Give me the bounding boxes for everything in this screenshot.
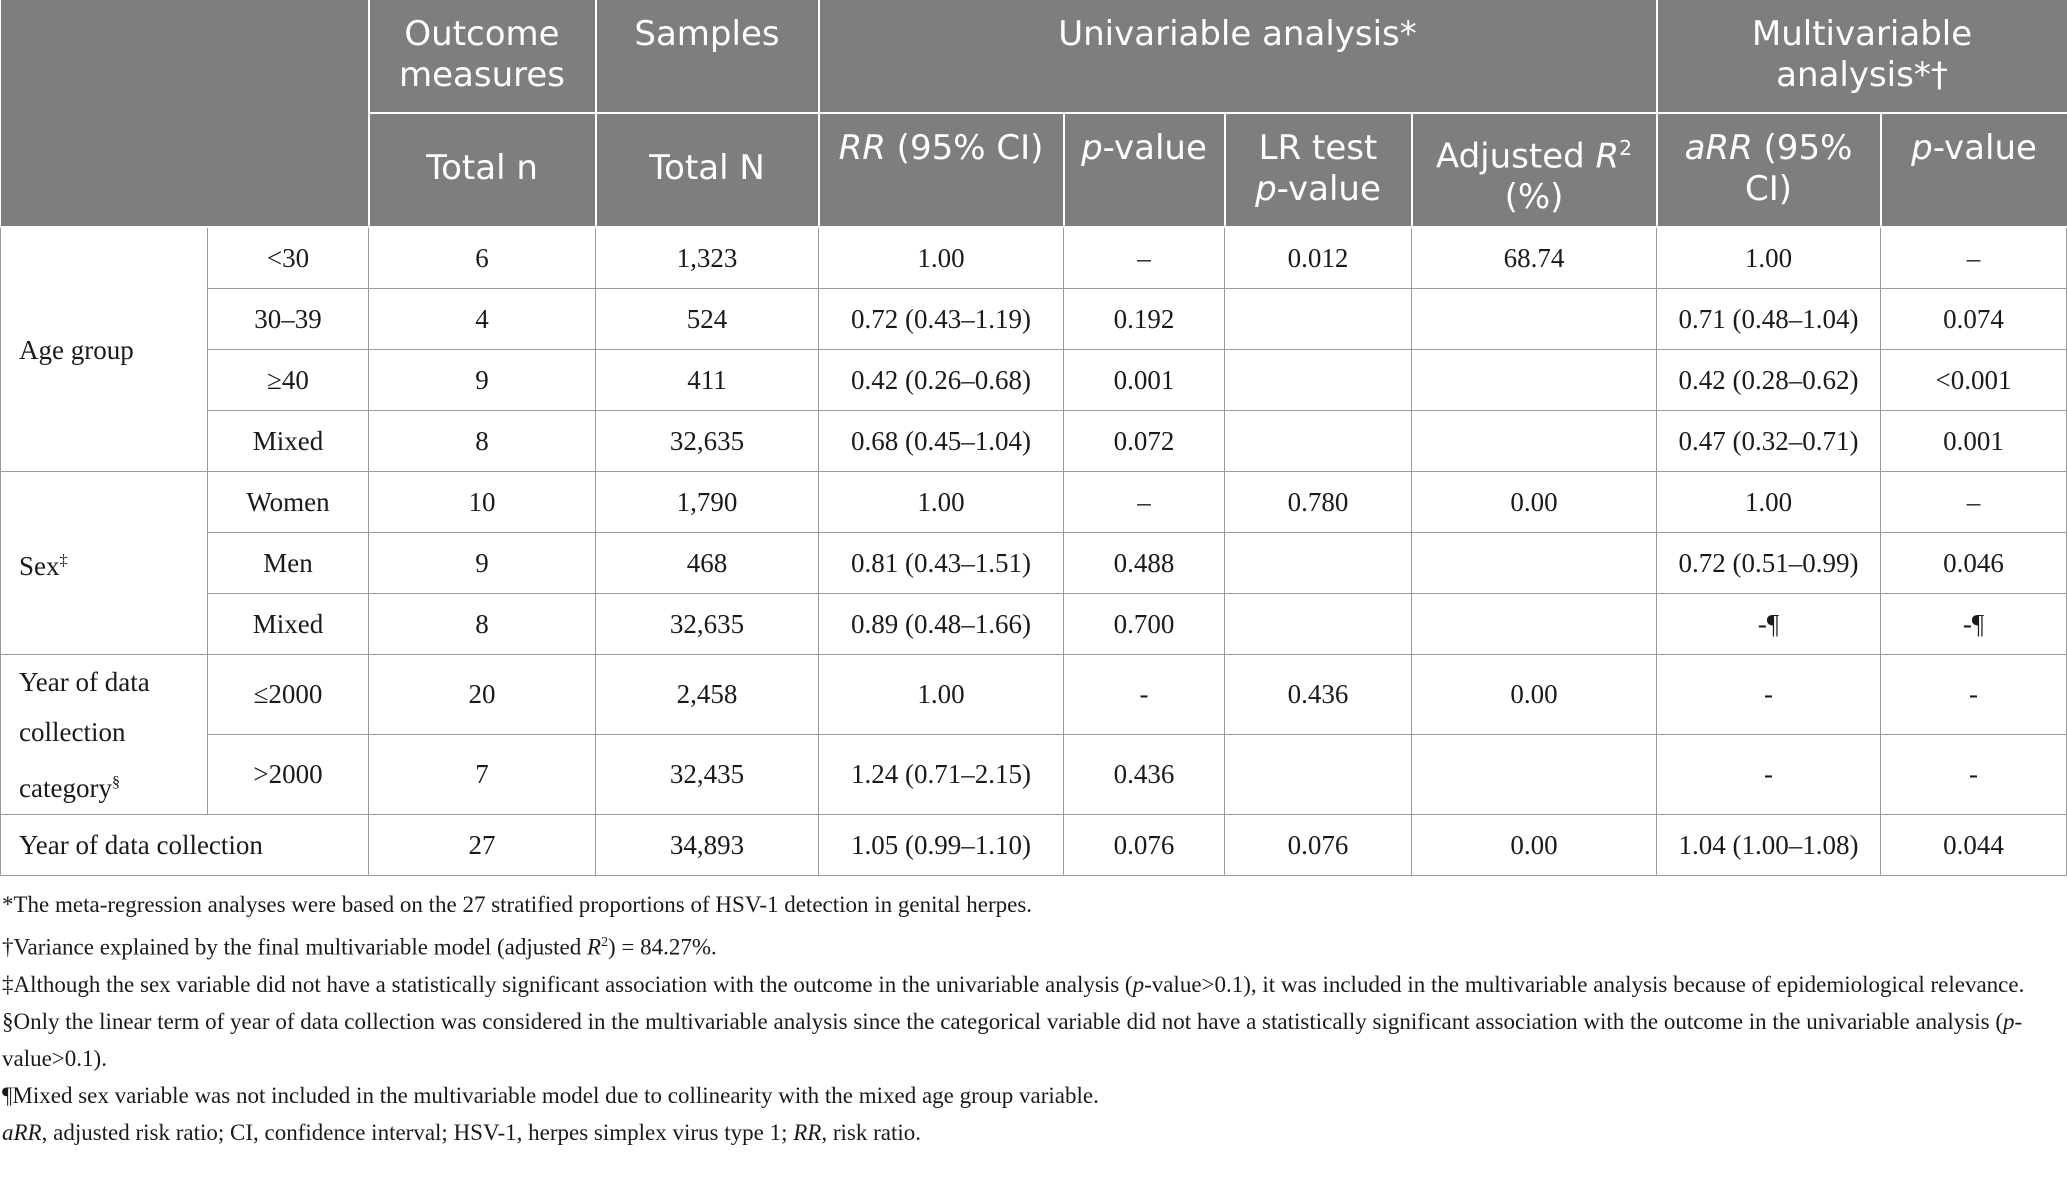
cell-adj — [1412, 533, 1657, 594]
cell-n: 9 — [369, 350, 596, 411]
cell-arr: 0.71 (0.48–1.04) — [1657, 289, 1881, 350]
cell-p: – — [1064, 227, 1225, 289]
cell-adj — [1412, 735, 1657, 815]
table-row — [1, 350, 2067, 411]
cell-arr: 0.72 (0.51–0.99) — [1657, 533, 1881, 594]
cell-adj — [1412, 594, 1657, 655]
table-row — [1, 655, 2067, 735]
cell-lr: 0.780 — [1225, 472, 1412, 533]
cell-N: 32,635 — [596, 594, 819, 655]
cell-N: 468 — [596, 533, 819, 594]
header-total-N: Total N — [596, 113, 819, 227]
cell-p: 0.436 — [1064, 735, 1225, 815]
cell-arr: 0.42 (0.28–0.62) — [1657, 350, 1881, 411]
cell-n: 27 — [369, 815, 596, 876]
cell-lr — [1225, 735, 1412, 815]
cell-N: 1,323 — [596, 227, 819, 289]
cell-p: 0.192 — [1064, 289, 1225, 350]
cell-adj — [1412, 350, 1657, 411]
cell-N: 2,458 — [596, 655, 819, 735]
cell-ap: - — [1881, 655, 2067, 735]
cell-adj: 0.00 — [1412, 815, 1657, 876]
cell-arr: 1.04 (1.00–1.08) — [1657, 815, 1881, 876]
cell-rr: 0.89 (0.48–1.66) — [819, 594, 1064, 655]
cell-n: 6 — [369, 227, 596, 289]
cell-lr — [1225, 594, 1412, 655]
group-age: Age group — [1, 227, 208, 472]
table-row — [1, 594, 2067, 655]
cell-p: - — [1064, 655, 1225, 735]
cell-rr: 1.24 (0.71–2.15) — [819, 735, 1064, 815]
cell-n: 20 — [369, 655, 596, 735]
cell-category: Mixed — [208, 594, 369, 655]
cell-arr: - — [1657, 655, 1881, 735]
cell-N: 524 — [596, 289, 819, 350]
cell-rr: 1.00 — [819, 472, 1064, 533]
cell-N: 411 — [596, 350, 819, 411]
cell-lr: 0.012 — [1225, 227, 1412, 289]
cell-ap: – — [1881, 227, 2067, 289]
header-blank — [1, 0, 369, 227]
cell-arr: -¶ — [1657, 594, 1881, 655]
cell-ap: 0.074 — [1881, 289, 2067, 350]
cell-lr: 0.076 — [1225, 815, 1412, 876]
group-year-category: Year of data collection category§ — [1, 655, 208, 815]
header-adjusted-r2: Adjusted $R^2$ (%) — [1412, 113, 1657, 227]
cell-rr: 0.42 (0.26–0.68) — [819, 350, 1064, 411]
cell-adj: 68.74 — [1412, 227, 1657, 289]
cell-rr: 1.00 — [819, 655, 1064, 735]
header-samples: Samples — [596, 0, 819, 113]
cell-p: 0.700 — [1064, 594, 1225, 655]
cell-rr: 0.68 (0.45–1.04) — [819, 411, 1064, 472]
cell-arr: - — [1657, 735, 1881, 815]
cell-category: <30 — [208, 227, 369, 289]
cell-n: 7 — [369, 735, 596, 815]
cell-lr — [1225, 289, 1412, 350]
cell-ap: <0.001 — [1881, 350, 2067, 411]
cell-category: ≤2000 — [208, 655, 369, 735]
cell-p: – — [1064, 472, 1225, 533]
header-multivariable: Multivariable analysis*† — [1657, 0, 2067, 113]
header-row-1 — [1, 0, 2067, 113]
cell-arr: 1.00 — [1657, 472, 1881, 533]
cell-category: Men — [208, 533, 369, 594]
table-row — [1, 411, 2067, 472]
cell-p: 0.076 — [1064, 815, 1225, 876]
cell-N: 32,435 — [596, 735, 819, 815]
table-row — [1, 815, 2067, 876]
cell-rr: 0.81 (0.43–1.51) — [819, 533, 1064, 594]
table-row — [1, 735, 2067, 815]
cell-adj: 0.00 — [1412, 472, 1657, 533]
cell-N: 34,893 — [596, 815, 819, 876]
cell-ap: 0.001 — [1881, 411, 2067, 472]
footnote-abbreviations: aRR, adjusted risk ratio; CI, confidence interval; HSV-1, herpes simplex virus type 1; RR, risk ratio. — [2, 1119, 921, 1145]
cell-adj — [1412, 289, 1657, 350]
cell-category: ≥40 — [208, 350, 369, 411]
table-row — [1, 289, 2067, 350]
cell-lr: 0.436 — [1225, 655, 1412, 735]
footnote-3: ‡Although the sex variable did not have a statistically significant association with the outcome in the univariable analysis (p-value>0.1), it was included in the multivariable analysis because of epidemiological relevance. — [2, 971, 2025, 997]
cell-lr — [1225, 411, 1412, 472]
header-univariable: Univariable analysis* — [819, 0, 1657, 113]
footnotes — [0, 876, 2066, 1151]
table-row — [1, 227, 2067, 289]
cell-n: 10 — [369, 472, 596, 533]
cell-ap: -¶ — [1881, 594, 2067, 655]
cell-ap: – — [1881, 472, 2067, 533]
cell-arr: 0.47 (0.32–0.71) — [1657, 411, 1881, 472]
table-row — [1, 533, 2067, 594]
header-p-value: p-value — [1064, 113, 1225, 227]
cell-n: 8 — [369, 594, 596, 655]
cell-p: 0.001 — [1064, 350, 1225, 411]
cell-adj: 0.00 — [1412, 655, 1657, 735]
cell-category: >2000 — [208, 735, 369, 815]
footnote-1: *The meta-regression analyses were based on the 27 stratified proportions of HSV-1 detection in genital herpes. — [2, 892, 1033, 918]
cell-ap: - — [1881, 735, 2067, 815]
cell-p: 0.072 — [1064, 411, 1225, 472]
table-row — [1, 472, 2067, 533]
cell-category: 30–39 — [208, 289, 369, 350]
footnote-4: §Only the linear term of year of data collection was considered in the multivariable analysis since the categorical variable did not have a statistically significant association with the outcome in the univariable analysis (p-value>0.1). — [2, 1008, 2023, 1071]
header-rr: RR (95% CI) — [819, 113, 1064, 227]
cell-lr — [1225, 350, 1412, 411]
group-sex: Sex‡ — [1, 472, 208, 655]
cell-ap: 0.044 — [1881, 815, 2067, 876]
header-arr: aRR (95% CI) — [1657, 113, 1881, 227]
cell-adj — [1412, 411, 1657, 472]
cell-ap: 0.046 — [1881, 533, 2067, 594]
cell-n: 9 — [369, 533, 596, 594]
cell-lr — [1225, 533, 1412, 594]
header-total-n: Total n — [369, 113, 596, 227]
cell-n: 4 — [369, 289, 596, 350]
cell-p: 0.488 — [1064, 533, 1225, 594]
cell-rr: 1.05 (0.99–1.10) — [819, 815, 1064, 876]
cell-category: Mixed — [208, 411, 369, 472]
footnote-2: †Variance explained by the final multivariable model (adjusted $R^2) = 84.27\%$. — [2, 934, 717, 960]
header-multi-p-value: p-value — [1881, 113, 2067, 227]
cell-rr: 0.72 (0.43–1.19) — [819, 289, 1064, 350]
header-outcome: Outcome measures — [369, 0, 596, 113]
cell-N: 1,790 — [596, 472, 819, 533]
cell-N: 32,635 — [596, 411, 819, 472]
cell-rr: 1.00 — [819, 227, 1064, 289]
cell-category: Women — [208, 472, 369, 533]
cell-arr: 1.00 — [1657, 227, 1881, 289]
cell-n: 8 — [369, 411, 596, 472]
footnote-5: ¶Mixed sex variable was not included in the multivariable model due to collinearity with the mixed age group variable. — [2, 1082, 1099, 1108]
header-lr-test: LR test p-value — [1225, 113, 1412, 227]
group-year: Year of data collection — [1, 815, 369, 876]
